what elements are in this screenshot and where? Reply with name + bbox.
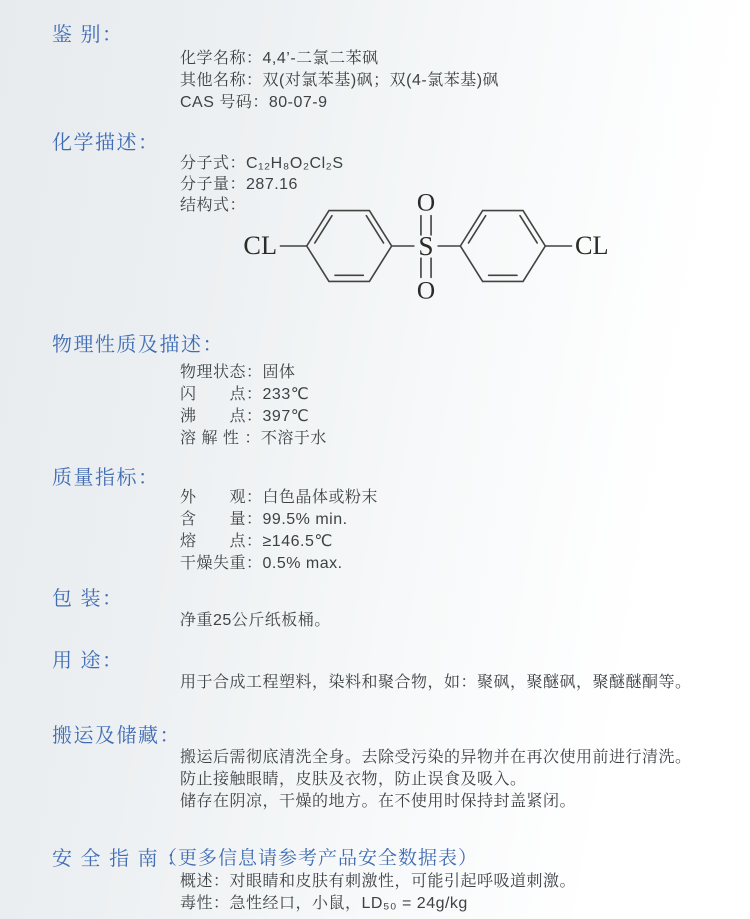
field-row bbox=[180, 362, 327, 384]
section-heading-handling-storage: 搬运及储藏： bbox=[52, 725, 181, 747]
section-identification bbox=[180, 48, 499, 114]
atom-label-top-oxygen: O bbox=[416, 190, 436, 217]
field-label: 毒性： bbox=[180, 895, 230, 912]
field-label: 其他名称： bbox=[180, 72, 263, 89]
field-row bbox=[180, 531, 378, 553]
section-physical-properties bbox=[180, 362, 327, 450]
section-heading-safety-guide: 安 全 指 南 ： bbox=[52, 848, 188, 870]
field-row bbox=[180, 406, 327, 428]
section-heading-chemical-description: 化学描述： bbox=[52, 132, 160, 154]
handling-line: 储存在阴凉，干燥的地方。在不使用时保持封盖紧闭。 bbox=[180, 793, 577, 810]
field-row bbox=[180, 553, 378, 575]
field-value: 不溶于水 bbox=[260, 430, 327, 447]
toxicity-value: 急性经口，小鼠，LD₅₀ = 24g/kg bbox=[229, 895, 468, 912]
section-heading-usage: 用 途： bbox=[52, 650, 124, 672]
molecular-formula: C₁₂H₈O₂Cl₂S bbox=[246, 155, 344, 172]
field-value: 397℃ bbox=[262, 408, 310, 425]
atom-label-right-cl: CL bbox=[574, 231, 609, 261]
field-value: 99.5% min. bbox=[262, 511, 348, 528]
field-row bbox=[180, 509, 378, 531]
field-label: 沸 点： bbox=[180, 408, 263, 425]
usage-text: 用于合成工程塑料，染料和聚合物，如：聚砜，聚醚砜，聚醚醚酮等。 bbox=[180, 674, 692, 691]
section-safety-guide bbox=[180, 871, 576, 915]
field-row bbox=[180, 70, 499, 92]
atom-label-sulfur: S bbox=[418, 231, 434, 262]
field-label: 分子量： bbox=[180, 176, 247, 193]
field-value: 固体 bbox=[262, 364, 296, 381]
field-label: 化学名称： bbox=[180, 50, 263, 67]
field-row bbox=[180, 384, 327, 406]
section-handling-storage bbox=[180, 747, 692, 813]
molecular-weight: 287.16 bbox=[246, 176, 298, 193]
field-label: 干燥失重： bbox=[180, 555, 263, 572]
field-label: 闪 点： bbox=[180, 386, 263, 403]
field-label: 物理状态： bbox=[180, 364, 263, 381]
section-heading-physical-properties: 物理性质及描述： bbox=[52, 334, 224, 356]
packaging-text: 净重25公斤纸板桶。 bbox=[180, 612, 331, 629]
field-value: ≥146.5℃ bbox=[262, 533, 333, 550]
field-row bbox=[180, 871, 576, 893]
field-value: 0.5% max. bbox=[262, 555, 343, 572]
atom-label-left-cl: CL bbox=[243, 231, 278, 261]
field-row bbox=[180, 428, 327, 450]
field-row bbox=[180, 153, 344, 174]
field-label: CAS 号码： bbox=[180, 94, 269, 111]
section-heading-identification: 鉴 别： bbox=[52, 24, 124, 46]
structure-diagram bbox=[240, 190, 612, 302]
atom-label-bottom-oxygen: O bbox=[416, 276, 436, 302]
field-label: 外 观： bbox=[180, 489, 263, 506]
field-label: 熔 点： bbox=[180, 533, 263, 550]
field-value: 白色晶体或粉末 bbox=[262, 489, 379, 506]
field-label: 含 量： bbox=[180, 511, 263, 528]
safety-guide-note: （更多信息请参考产品安全数据表） bbox=[158, 848, 479, 869]
field-value: 双(对氯苯基)砜；双(4-氯苯基)砜 bbox=[262, 72, 500, 89]
field-value: 80-07-9 bbox=[268, 94, 328, 111]
section-heading-quality-specs: 质量指标： bbox=[52, 467, 160, 489]
section-heading-packaging: 包 装： bbox=[52, 588, 124, 610]
field-row bbox=[180, 48, 499, 70]
handling-line: 搬运后需彻底清洗全身。去除受污染的异物并在再次使用前进行清洗。 bbox=[180, 749, 692, 766]
field-row bbox=[180, 92, 499, 114]
field-row bbox=[180, 893, 576, 915]
field-row bbox=[180, 487, 378, 509]
field-value: 233℃ bbox=[262, 386, 310, 403]
field-label: 溶 解 性 ： bbox=[180, 430, 261, 447]
field-label: 分子式： bbox=[180, 155, 247, 172]
section-quality-specs bbox=[180, 487, 378, 575]
field-label: 结构式： bbox=[180, 197, 247, 214]
field-value: 对眼睛和皮肤有刺激性，可能引起呼吸道刺激。 bbox=[229, 873, 577, 890]
handling-line: 防止接触眼睛，皮肤及衣物，防止误食及吸入。 bbox=[180, 771, 527, 788]
field-label: 概述： bbox=[180, 873, 230, 890]
field-value: 4,4’-二氯二苯砜 bbox=[262, 50, 379, 67]
